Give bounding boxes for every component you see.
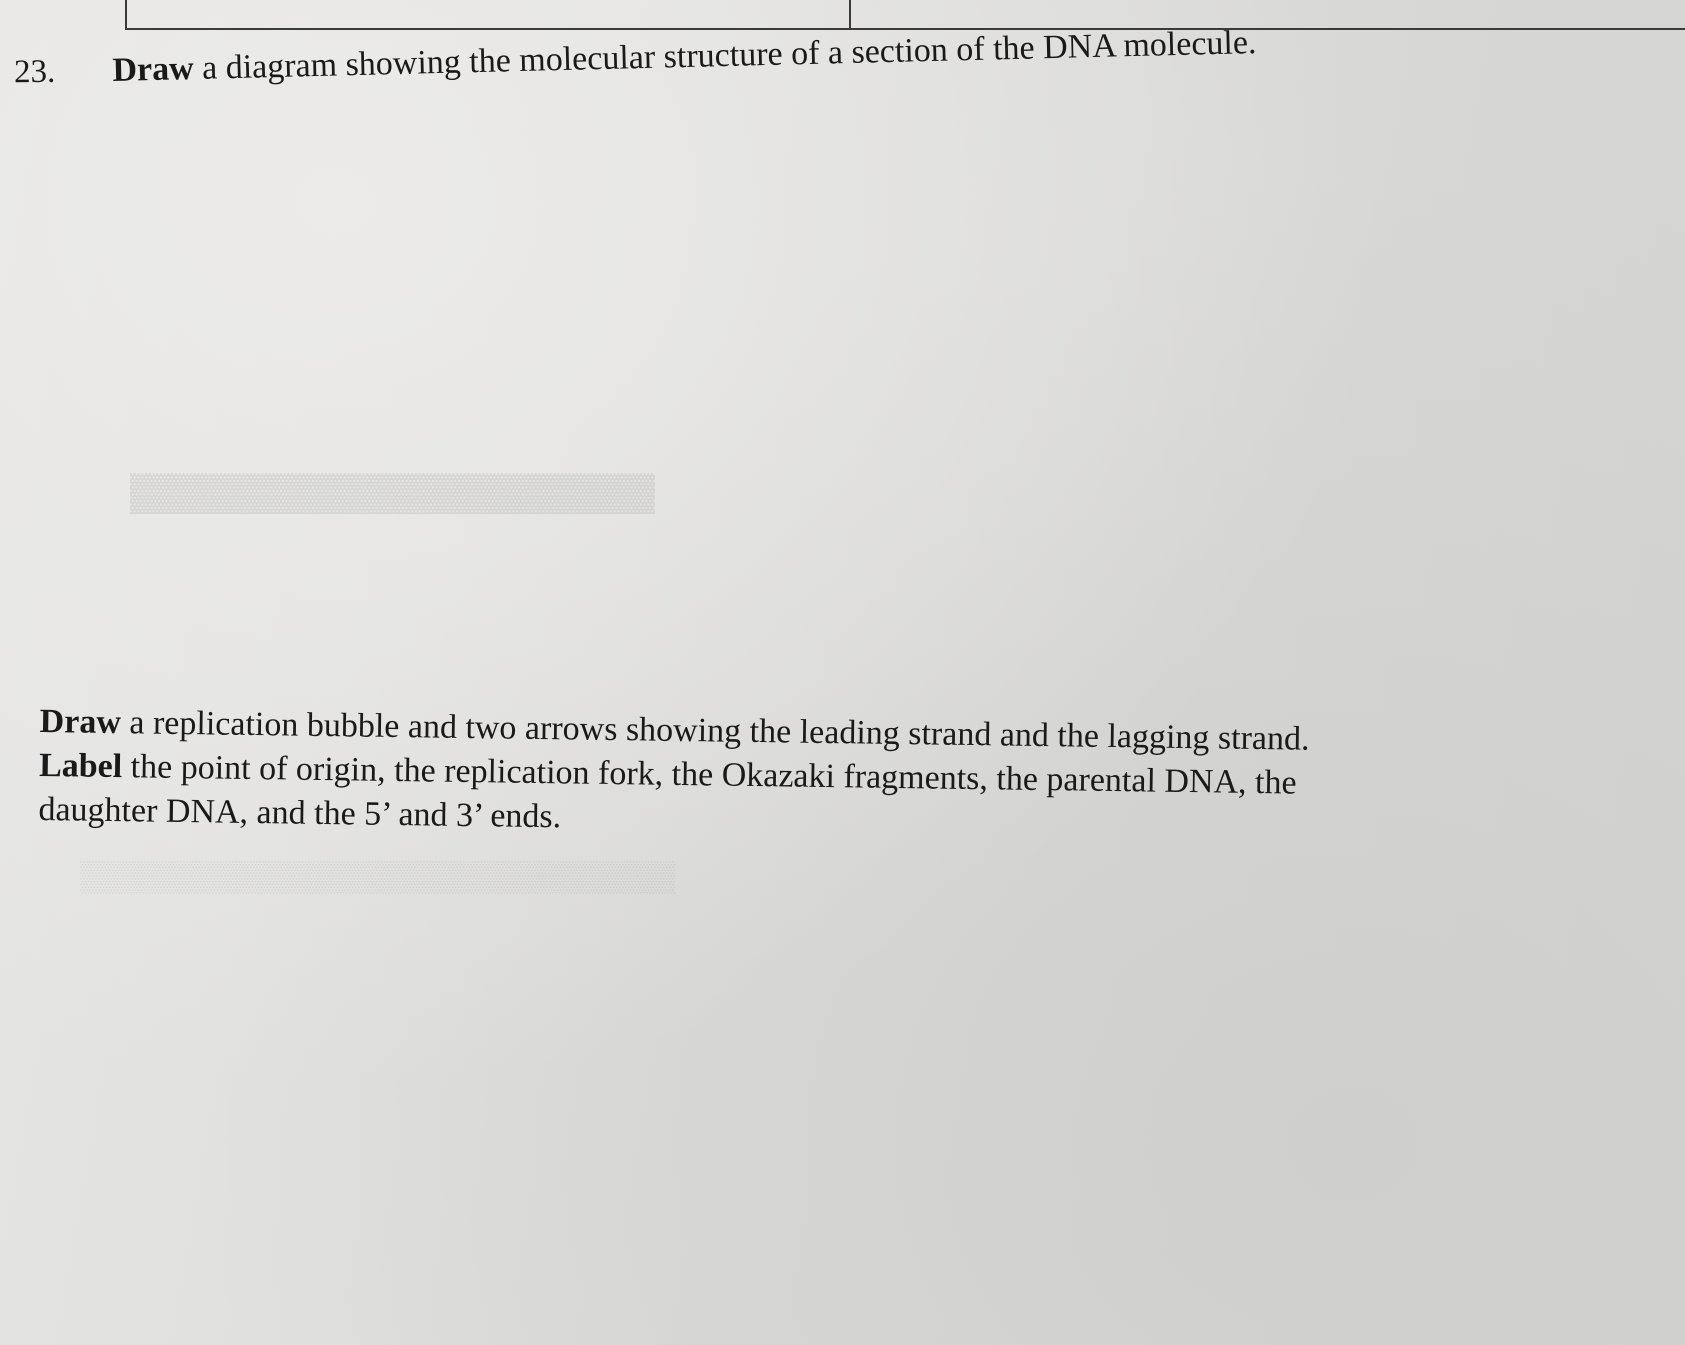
instruction-text: the point of origin, the replication fork, the Okazaki fragments, the parental DNA, the xyxy=(121,748,1297,802)
question-part1-instruction xyxy=(112,24,1257,90)
question-number: 23. xyxy=(13,53,56,91)
instruction-text: a diagram showing the molecular structure of a section of the DNA molecule. xyxy=(193,24,1257,88)
show-through-background: ▓▓▓▓▓▓▓▓▓▓▓▓▓▓▓▓▓▓▓▓ xyxy=(130,470,655,511)
instruction-verb-draw: Draw xyxy=(39,702,122,742)
instruction-verb-label: Label xyxy=(38,746,123,786)
instruction-verb-draw: Draw xyxy=(112,50,195,89)
instruction-text: a replication bubble and two arrows showing the leading strand and the lagging strand. xyxy=(120,704,1310,758)
table-cell-left xyxy=(125,0,851,28)
previous-question-table-edge xyxy=(125,0,1685,30)
question-part2-instruction xyxy=(38,700,1640,854)
show-through-background: ▒▒▒▒▒▒▒▒▒▒▒▒▒▒▒▒▒▒▒▒▒▒▒▒▒▒▒▒ xyxy=(80,860,676,893)
instruction-line-3: daughter DNA, and the 5’ and 3’ ends. xyxy=(38,790,562,836)
